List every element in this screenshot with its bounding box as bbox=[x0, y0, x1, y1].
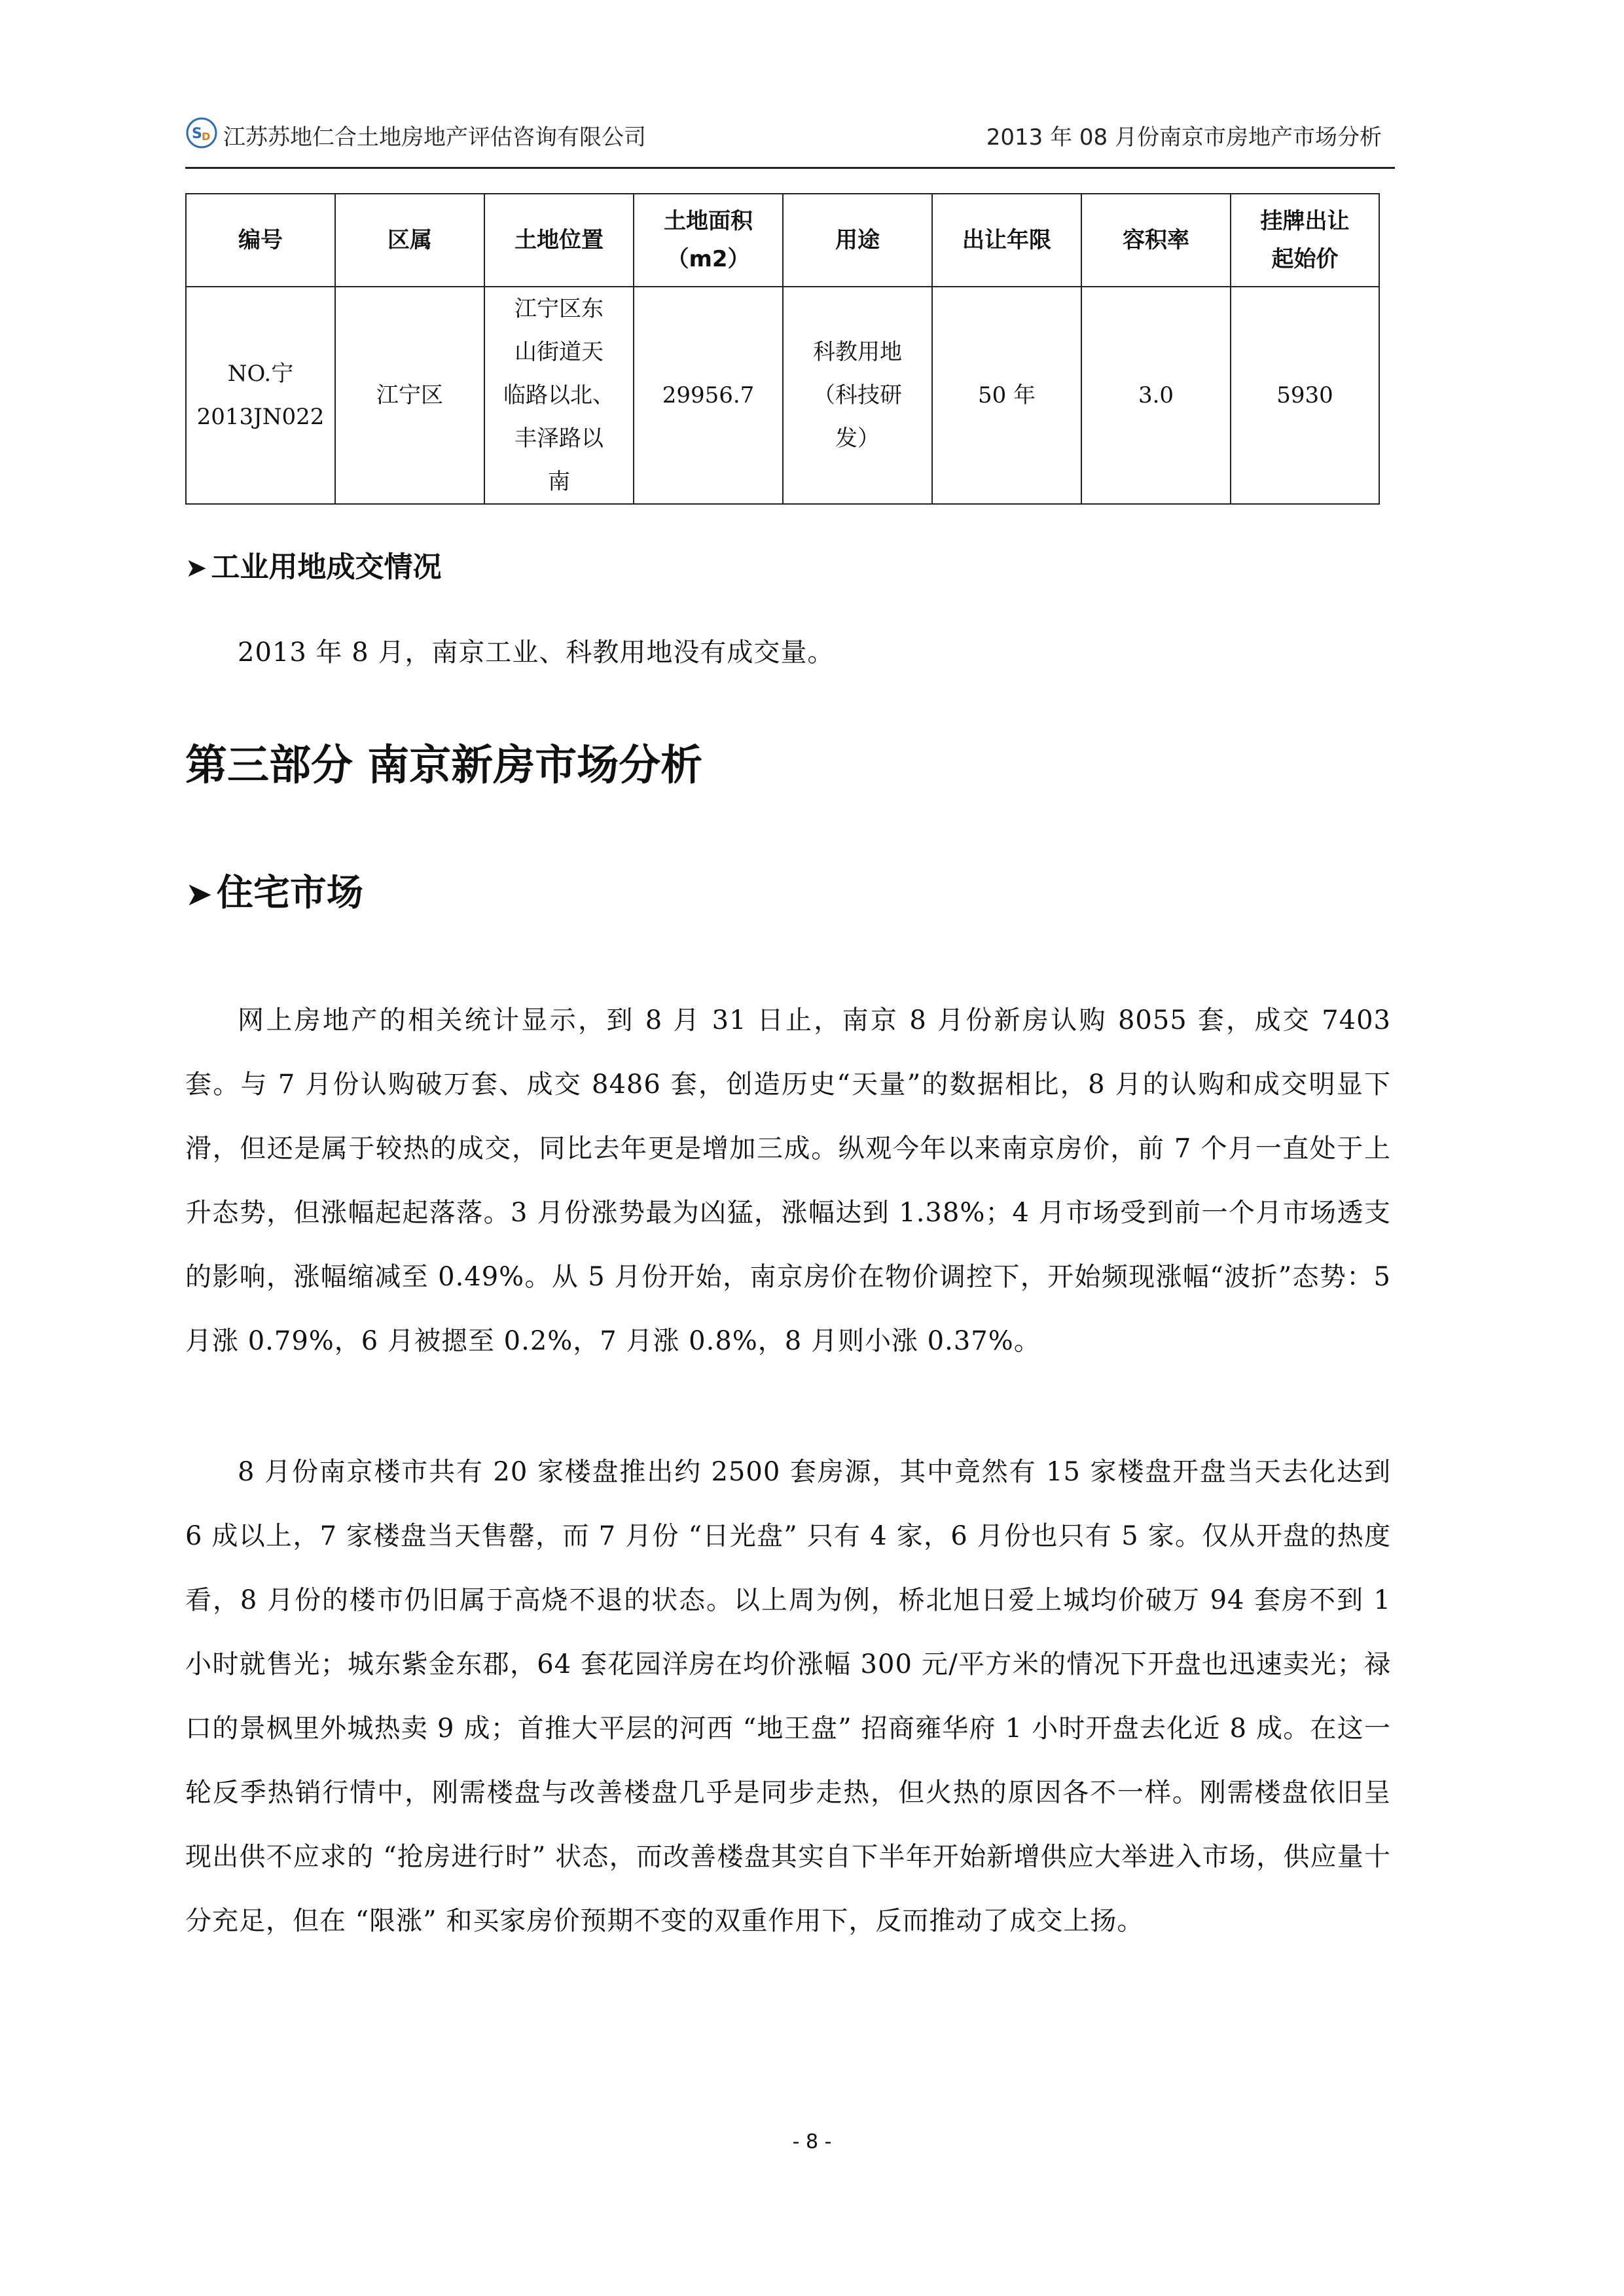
header-id: 编号 bbox=[186, 194, 335, 287]
header-term: 出让年限 bbox=[932, 194, 1081, 287]
header-area: 土地面积 （m2） bbox=[634, 194, 783, 287]
header-price: 挂牌出让 起始价 bbox=[1231, 194, 1379, 287]
cell-area: 29956.7 bbox=[634, 287, 783, 504]
arrow-bullet-icon: ➤ bbox=[185, 553, 208, 583]
cell-id: NO.宁 2013JN022 bbox=[186, 287, 335, 504]
land-listing-table bbox=[185, 193, 1380, 505]
page-number: - 8 - bbox=[792, 2130, 832, 2153]
arrow-bullet-icon: ➤ bbox=[185, 875, 213, 913]
header-location: 土地位置 bbox=[484, 194, 634, 287]
residential-heading: ➤ 住宅市场 bbox=[185, 872, 363, 914]
header-company-name: 江苏苏地仁合土地房地产评估咨询有限公司 bbox=[223, 124, 646, 151]
section-title: 第三部分 南京新房市场分析 bbox=[185, 742, 703, 790]
svg-text:S: S bbox=[192, 126, 202, 142]
page-header bbox=[185, 111, 1395, 164]
industrial-heading: ➤ 工业用地成交情况 bbox=[185, 550, 442, 584]
cell-district: 江宁区 bbox=[335, 287, 484, 504]
svg-text:D: D bbox=[202, 130, 211, 143]
table-header-row bbox=[186, 194, 1379, 287]
table-row bbox=[186, 287, 1379, 504]
cell-term: 50 年 bbox=[932, 287, 1081, 504]
cell-far: 3.0 bbox=[1081, 287, 1231, 504]
header-district: 区属 bbox=[335, 194, 484, 287]
header-report-title: 2013 年 08 月份南京市房地产市场分析 bbox=[986, 124, 1382, 151]
paragraph-market: 8 月份南京楼市共有 20 家楼盘推出约 2500 套房源，其中竟然有 15 家楼盘开盘当天去化达到 6 成以上，7 家楼盘当天售罄，而 7 月份 “日光盘” 只有 4 家，6 月份也只有 5 家。仅从开盘的热度看，8 月份的楼市仍旧属于高烧不退的状态。以上周为例，桥北旭日爱上城均价破万 94 套房不到 1 小时就售光；城东紫金东郡，64 套花园洋房在均价涨幅 300 元/平方米的情况下开盘也迅速卖光；禄口的景枫里外城热卖 9 成；首推大平层的河西 “地王盘” 招商雍华府 1 小时开盘去化近 8 成。在这一轮反季热销行情中，刚需楼盘与改善楼盘几乎是同步走热，但火热的原因各不一样。刚需楼盘依旧呈现出供不应求的 “抢房进行时” 状态，而改善楼盘其实自下半年开始新增供应大举进入市场，供应量十分充足，但在 “限涨” 和买家房价预期不变的双重作用下，反而推动了成交上扬。 bbox=[185, 1457, 1391, 1936]
header-use: 用途 bbox=[783, 194, 932, 287]
cell-use: 科教用地 （科技研 发） bbox=[783, 287, 932, 504]
header-far: 容积率 bbox=[1081, 194, 1231, 287]
paragraph-statistics: 网上房地产的相关统计显示，到 8 月 31 日止，南京 8 月份新房认购 8055 套，成交 7403 套。与 7 月份认购破万套、成交 8486 套，创造历史“天量”的数据相比，8 月的认购和成交明显下滑，但还是属于较热的成交，同比去年更是增加三成。纵观今年以来南京房价，前 7 个月一直处于上升态势，但涨幅起起落落。3 月份涨势最为凶猛，涨幅达到 1.38%；4 月市场受到前一个月市场透支的影响，涨幅缩减至 0.49%。从 5 月份开始，南京房价在物价调控下，开始频现涨幅“波折”态势：5 月涨 0.79%，6 月被摁至 0.2%，7 月涨 0.8%，8 月则小涨 0.37%。 bbox=[185, 1005, 1391, 1356]
header-divider bbox=[185, 167, 1395, 169]
cell-price: 5930 bbox=[1231, 287, 1379, 504]
company-logo-icon bbox=[185, 117, 218, 149]
industrial-text: 2013 年 8 月，南京工业、科教用地没有成交量。 bbox=[238, 637, 835, 668]
cell-location: 江宁区东 山街道天 临路以北、 丰泽路以 南 bbox=[484, 287, 634, 504]
